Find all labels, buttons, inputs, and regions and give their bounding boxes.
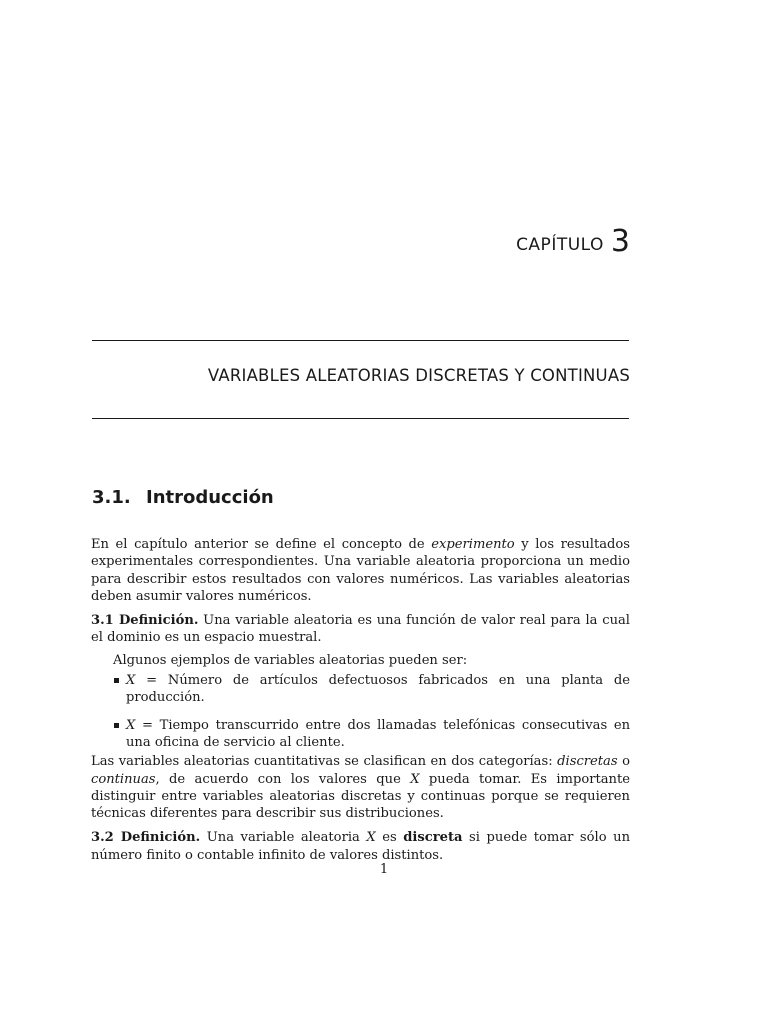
classification-paragraph xyxy=(91,753,630,822)
body-text xyxy=(91,536,630,864)
chapter-word: CAPÍTULO xyxy=(516,235,604,255)
variable-x: X xyxy=(126,673,136,689)
section-heading xyxy=(92,487,274,508)
intro-paragraph xyxy=(91,536,630,605)
variable-x: X xyxy=(366,830,376,846)
classification-text-3: , de acuerdo con los valores que xyxy=(155,771,411,787)
intro-text-1: En el capítulo anterior se define el concepto de xyxy=(91,537,432,552)
intro-text-2: y los resultados experimentales correspondientes. Una variable aleatoria proporciona un medio para describir estos resultados con valores numéricos. Las variables aleatorias deben asumir valores numéricos. xyxy=(91,537,631,604)
list-item xyxy=(91,672,630,707)
definition-2-strong: discreta xyxy=(403,830,463,846)
definition-2 xyxy=(91,829,630,864)
section-title: Introducción xyxy=(146,487,274,508)
definition-2-label: 3.2 Definición. xyxy=(91,830,201,846)
definition-1-text: Una variable aleatoria es una función de valor real para la cual el dominio es un espacio muestral. xyxy=(91,613,630,646)
definition-2-text-3: si puede tomar sólo un número finito o contable infinito de valores distintos. xyxy=(91,830,631,863)
classification-text-2: o xyxy=(617,754,631,770)
examples-intro: Algunos ejemplos de variables aleatorias pueden ser: xyxy=(113,652,468,668)
list-item-text: = Tiempo transcurrido entre dos llamadas telefónicas consecutivas en una oficina de servicio al cliente. xyxy=(126,717,630,750)
intro-emphasis: experimento xyxy=(431,537,515,552)
chapter-number: 3 xyxy=(610,224,630,259)
definition-1-label: 3.1 Definición. xyxy=(91,613,199,629)
page-number: 1 xyxy=(379,862,389,877)
chapter-heading xyxy=(516,224,630,259)
section-number: 3.1. xyxy=(92,487,131,508)
variable-x: X xyxy=(410,771,420,787)
list-item-text: = Número de artículos defectuosos fabricados en una planta de producción. xyxy=(126,673,630,706)
title-rule-bottom xyxy=(92,418,629,419)
examples-list xyxy=(91,672,630,751)
list-item xyxy=(91,717,630,752)
definition-2-text-1: Una variable aleatoria xyxy=(200,830,367,846)
definition-1 xyxy=(91,612,630,647)
classification-text-4: pueda tomar. Es importante distinguir entre variables aleatorias discretas y continuas porque se requieren técnicas diferentes para describir sus distribuciones. xyxy=(91,771,631,822)
classification-text-1: Las variables aleatorias cuantitativas se clasifican en dos categorías: xyxy=(91,754,558,770)
chapter-title: VARIABLES ALEATORIAS DISCRETAS Y CONTINUAS xyxy=(207,366,630,385)
emphasis-discretas: discretas xyxy=(557,754,618,770)
title-rule-top xyxy=(92,340,629,341)
definition-2-text-2: es xyxy=(375,830,404,846)
variable-x: X xyxy=(126,717,136,733)
emphasis-continuas: continuas xyxy=(91,771,156,787)
